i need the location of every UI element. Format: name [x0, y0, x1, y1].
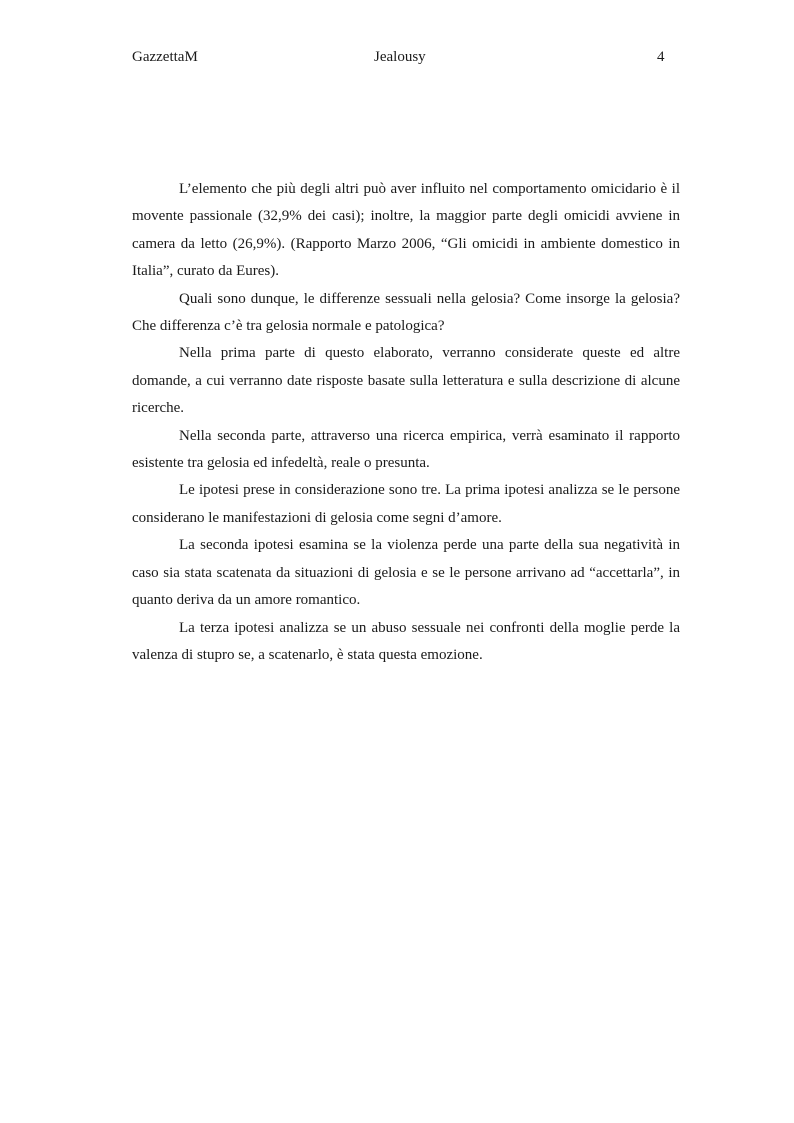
paragraph: Nella prima parte di questo elaborato, verranno considerate queste ed altre domande, a cui verranno date risposte basate sulla letteratura e sulla descrizione di alcune ricerche. [132, 345, 680, 417]
paragraph: Nella seconda parte, attraverso una ricerca empirica, verrà esaminato il rapporto esistente tra gelosia ed infedeltà, reale o presunta. [132, 427, 680, 472]
paragraph: La seconda ipotesi esamina se la violenza perde una parte della sua negatività in caso sia stata scatenata da situazioni di gelosia e se le persone arrivano ad “accettarla”, in quanto deriva da un amore romantico. [132, 537, 680, 609]
body-text [132, 176, 680, 669]
paragraph: Le ipotesi prese in considerazione sono tre. La prima ipotesi analizza se le persone considerano le manifestazioni di gelosia come segni d’amore. [132, 482, 680, 526]
paragraph: L’elemento che più degli altri può aver influito nel comportamento omicidario è il movente passionale (32,9% dei casi); inoltre, la maggior parte degli omicidi avviene in camera da letto (26,9%). (Rapporto Marzo 2006, “Gli omicidi in ambiente domestico in Italia”, curato da Eures). [132, 181, 680, 280]
page-header [132, 47, 668, 67]
page-number: 4 [657, 49, 665, 65]
header-author: GazzettaM [132, 49, 198, 65]
paragraph: Quali sono dunque, le differenze sessuali nella gelosia? Come insorge la gelosia? Che differenza c’è tra gelosia normale e patologica? [132, 290, 680, 335]
paragraph: La terza ipotesi analizza se un abuso sessuale nei confronti della moglie perde la valenza di stupro se, a scatenarlo, è stata questa emozione. [132, 619, 680, 663]
header-title: Jealousy [374, 49, 426, 65]
